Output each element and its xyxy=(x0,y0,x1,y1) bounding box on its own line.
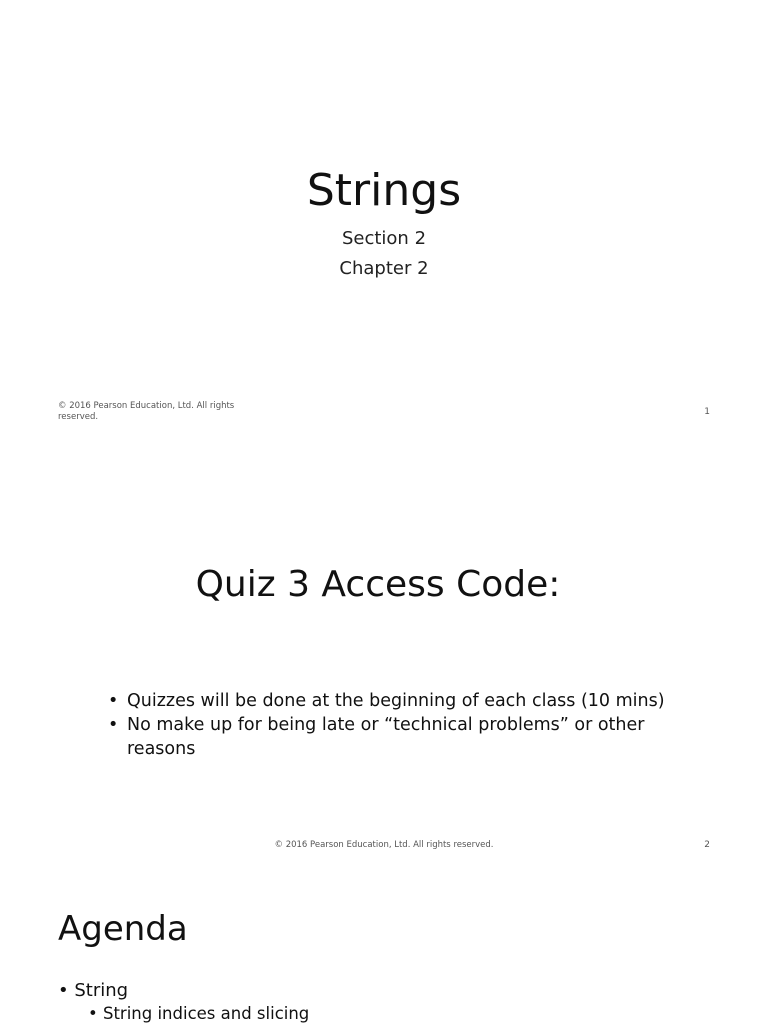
slide-3-title: Agenda xyxy=(58,909,188,949)
slide-3-bullet xyxy=(58,980,128,1002)
slide-2-page-number: 2 xyxy=(704,840,710,850)
bullet-icon: • xyxy=(108,715,119,735)
slide-2-copyright: © 2016 Pearson Education, Ltd. All rights reserved. xyxy=(274,840,494,850)
bullet-text: String xyxy=(74,980,129,1001)
list-item xyxy=(108,689,708,713)
slide-1-copyright: © 2016 Pearson Education, Ltd. All rights reserved. xyxy=(58,401,235,422)
slide-2 xyxy=(0,440,768,880)
list-item xyxy=(108,713,708,761)
slide-3-sub-bullet xyxy=(88,1004,309,1024)
slide-2-bullet-list xyxy=(108,689,708,761)
slide-1-section: Section 2 xyxy=(341,228,427,249)
slide-2-title: Quiz 3 Access Code: xyxy=(195,564,561,605)
slide-1-chapter: Chapter 2 xyxy=(339,258,429,279)
bullet-text: String indices and slicing xyxy=(102,1004,310,1023)
bullet-text: Quizzes will be done at the beginning of each class (10 mins) xyxy=(127,691,665,711)
slide-3 xyxy=(0,880,768,1024)
bullet-icon: • xyxy=(108,691,119,711)
slide-1-page-number: 1 xyxy=(704,407,710,417)
bullet-text: No make up for being late or “technical problems” or other reasons xyxy=(127,715,645,759)
slide-1 xyxy=(0,0,768,440)
slide-1-title: Strings xyxy=(306,165,462,216)
bullet-icon: • xyxy=(58,980,69,1001)
bullet-icon: • xyxy=(88,1004,98,1023)
